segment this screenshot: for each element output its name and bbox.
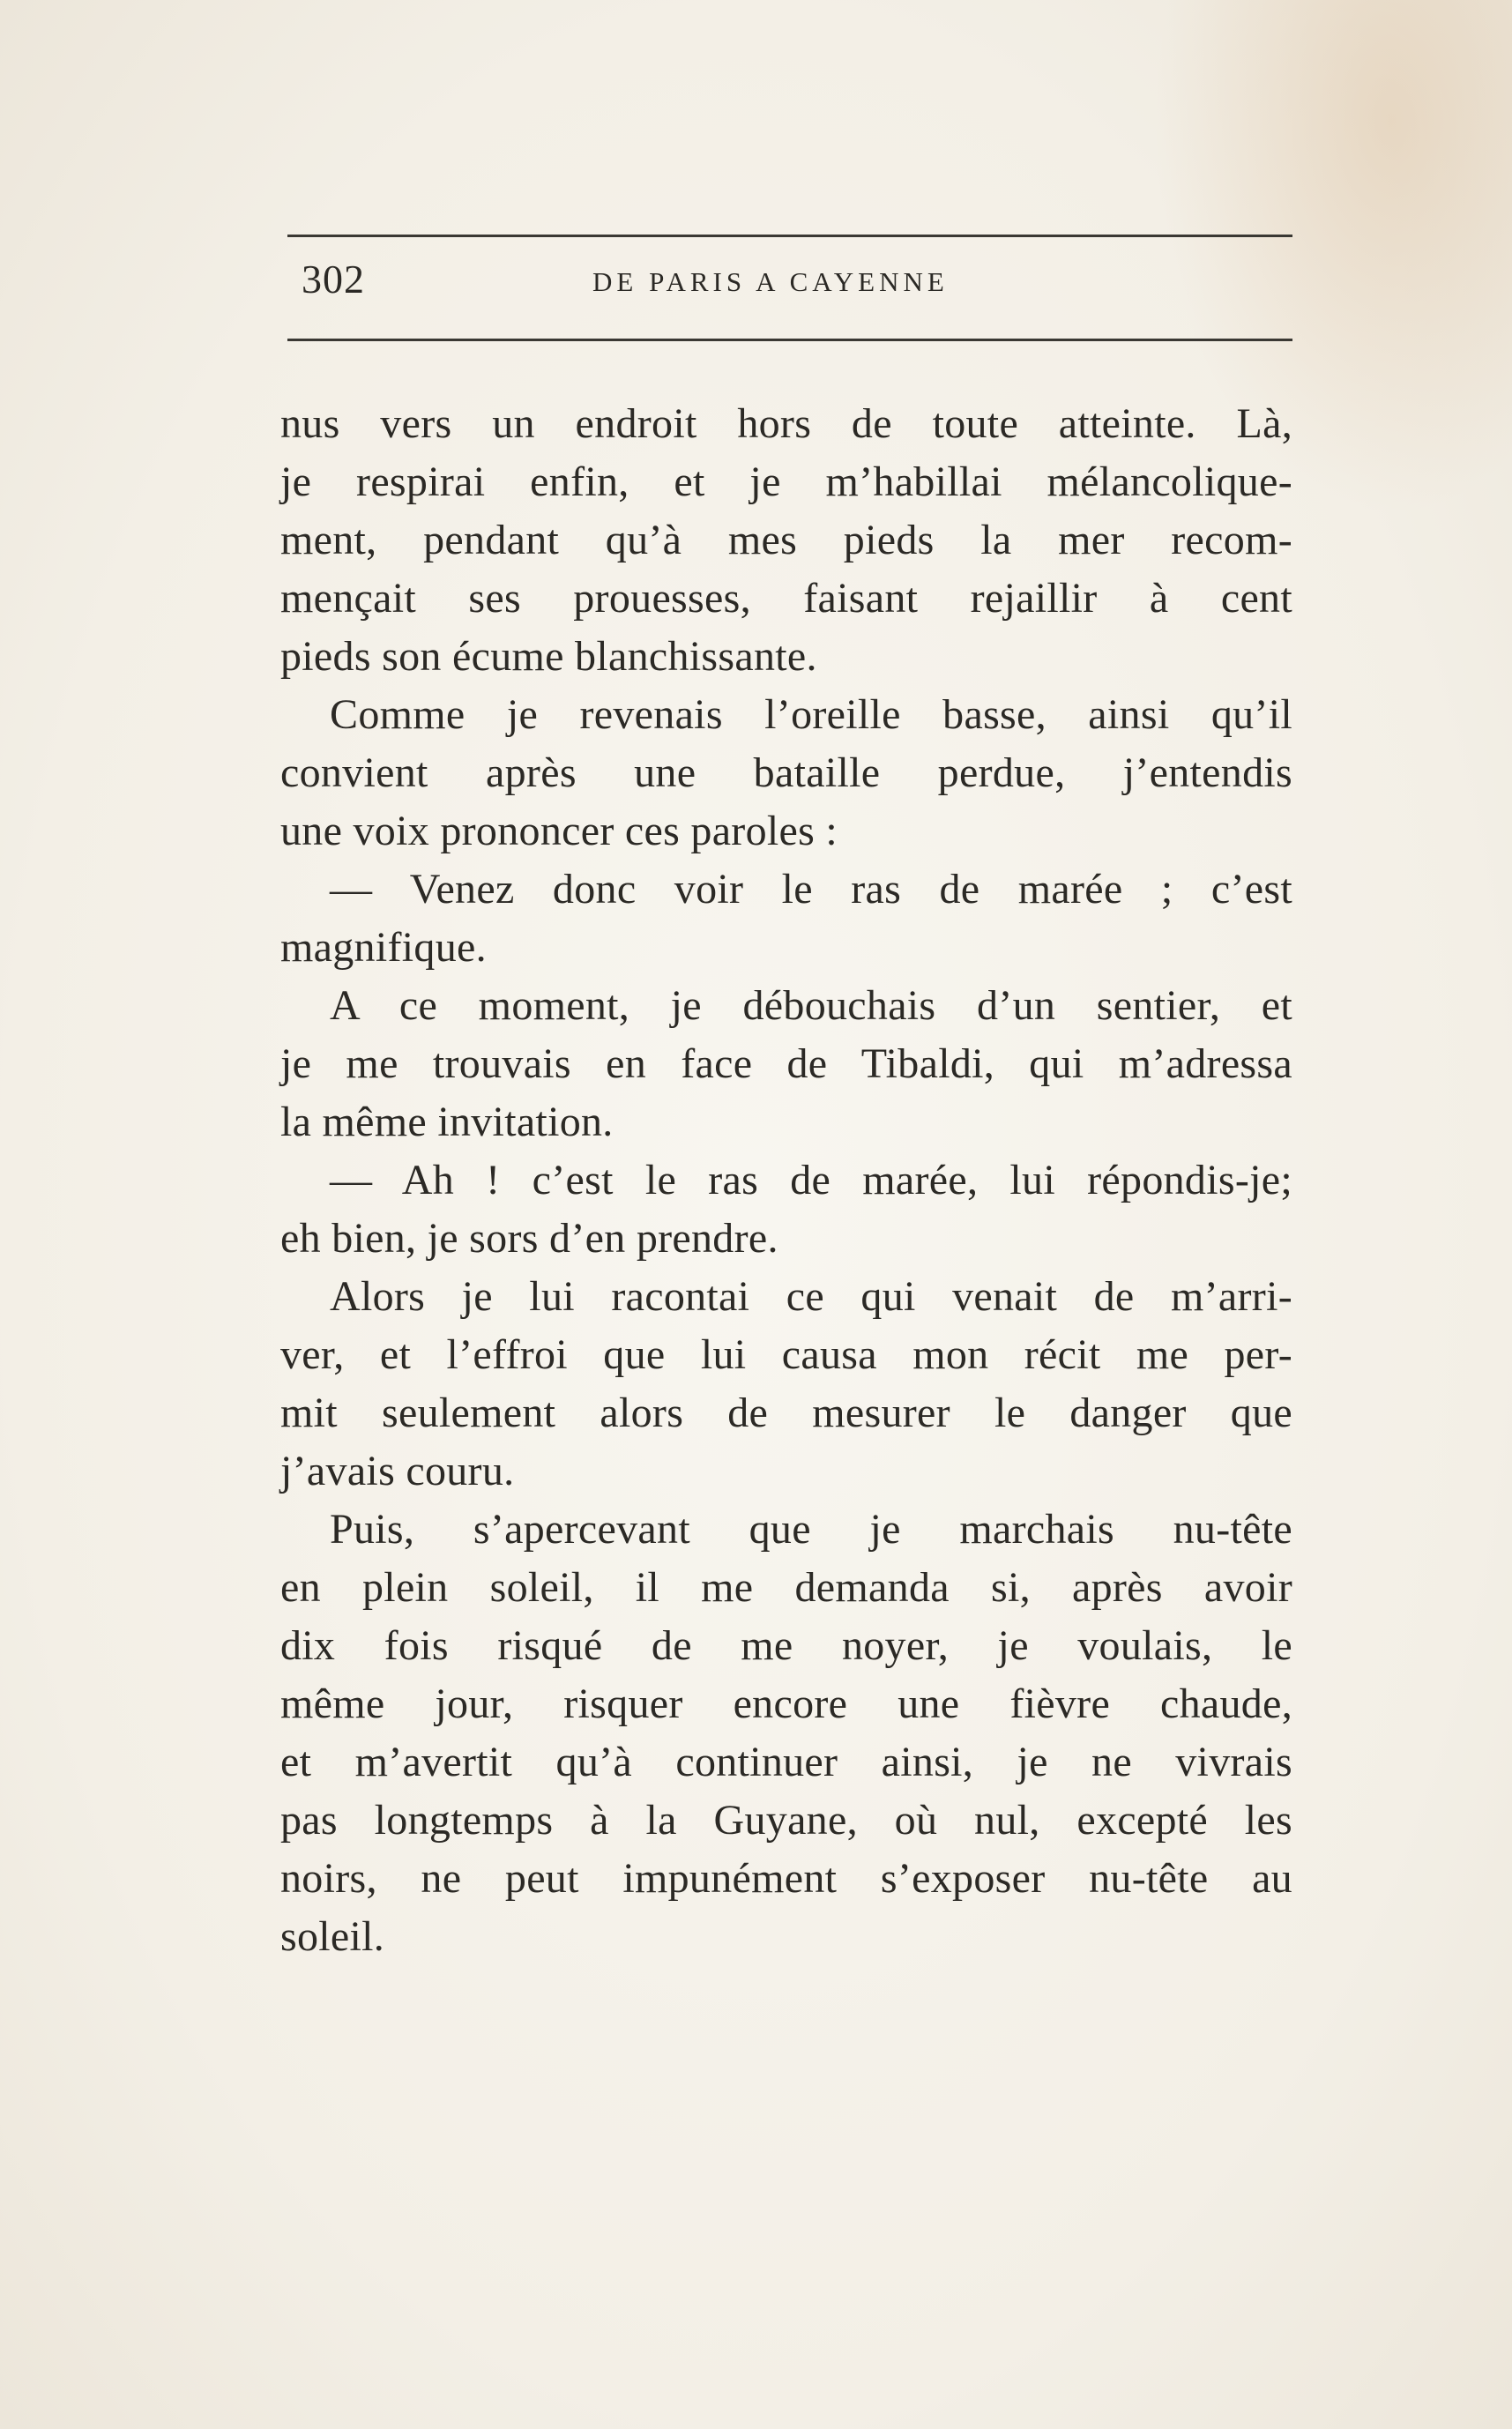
text-line: la même invitation. bbox=[280, 1099, 614, 1145]
text-line: je respirai enfin, et je m’habillai mélancolique- bbox=[280, 458, 1292, 505]
text-line: A ce moment, je débouchais d’un sentier, et bbox=[330, 982, 1292, 1029]
text-line: ment, pendant qu’à mes pieds la mer recom- bbox=[280, 517, 1292, 563]
text-line: mit seulement alors de mesurer le danger que bbox=[280, 1390, 1292, 1436]
text-line: nus vers un endroit hors de toute atteinte. Là, bbox=[280, 400, 1292, 447]
text-line: je me trouvais en face de Tibaldi, qui m’adressa bbox=[280, 1040, 1292, 1087]
page-number: 302 bbox=[302, 257, 365, 302]
text-line: Comme je revenais l’oreille basse, ainsi qu’il bbox=[330, 691, 1292, 738]
running-title: DE PARIS A CAYENNE bbox=[592, 266, 949, 297]
text-line: convient après une bataille perdue, j’entendis bbox=[280, 749, 1292, 796]
header-rule-top bbox=[287, 235, 1292, 237]
text-line: dix fois risqué de me noyer, je voulais, le bbox=[280, 1622, 1292, 1669]
text-line: et m’avertit qu’à continuer ainsi, je ne vivrais bbox=[280, 1739, 1292, 1785]
text-line: Alors je lui racontai ce qui venait de m’arri- bbox=[330, 1273, 1292, 1320]
text-line: noirs, ne peut impunément s’exposer nu-tête au bbox=[280, 1855, 1292, 1902]
header-rule-bottom bbox=[287, 339, 1292, 341]
running-head bbox=[287, 256, 1292, 317]
body-text bbox=[280, 395, 1292, 1966]
text-line: soleil. bbox=[280, 1913, 385, 1960]
text-line: — Venez donc voir le ras de marée ; c’est bbox=[330, 866, 1292, 913]
text-line: une voix prononcer ces paroles : bbox=[280, 808, 838, 854]
text-line: Puis, s’apercevant que je marchais nu-tête bbox=[330, 1506, 1292, 1553]
text-line: pas longtemps à la Guyane, où nul, excepté les bbox=[280, 1797, 1292, 1844]
text-line: j’avais couru. bbox=[280, 1448, 515, 1494]
text-line: magnifique. bbox=[280, 924, 487, 971]
text-line: eh bien, je sors d’en prendre. bbox=[280, 1215, 778, 1262]
text-line: en plein soleil, il me demanda si, après avoir bbox=[280, 1564, 1292, 1611]
text-line: mençait ses prouesses, faisant rejaillir à cent bbox=[280, 575, 1292, 622]
text-line: — Ah ! c’est le ras de marée, lui répondis-je; bbox=[330, 1157, 1292, 1203]
text-line: pieds son écume blanchissante. bbox=[280, 633, 817, 680]
text-line: même jour, risquer encore une fièvre chaude, bbox=[280, 1680, 1292, 1727]
text-line: ver, et l’effroi que lui causa mon récit me per- bbox=[280, 1331, 1292, 1378]
